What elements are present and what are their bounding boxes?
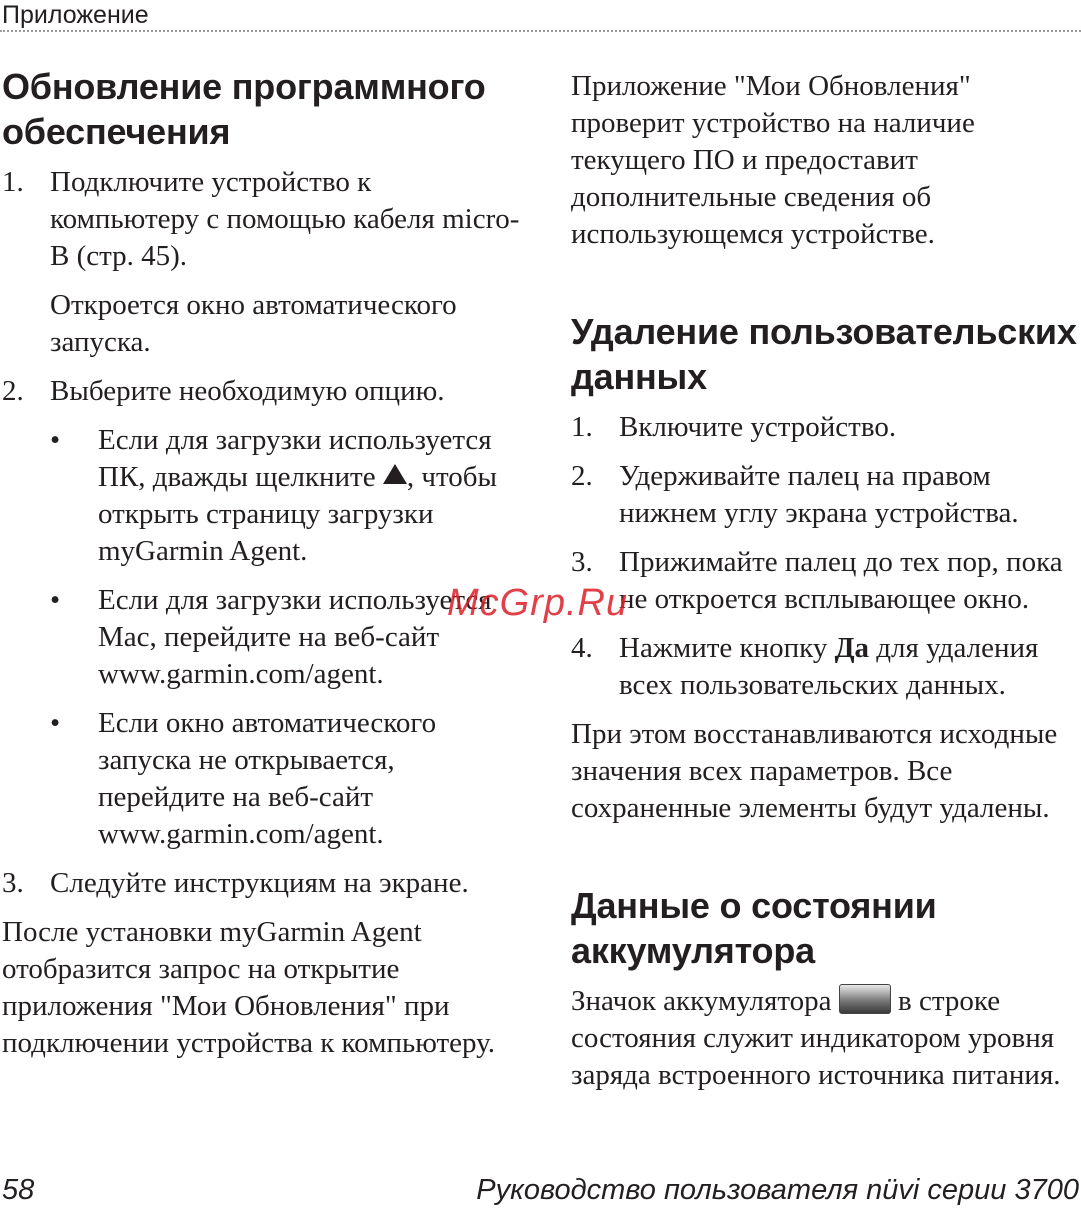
bullet-mark: • — [50, 424, 61, 456]
step-text: Удерживайте палец на правом нижнем углу экрана устройства. — [619, 460, 1019, 529]
heading-delete-user-data: Удаление пользовательских данных — [571, 311, 1077, 397]
step-number: 2. — [2, 375, 24, 407]
battery-text-before: Значок аккумулятора — [571, 985, 839, 1017]
battery-paragraph — [571, 983, 1079, 1094]
right-column — [571, 68, 1079, 1106]
delete-step-1 — [571, 409, 1079, 446]
watermark: McGrp.Ru — [447, 582, 629, 624]
step-text: Подключите устройство к компьютеру с помощью кабеля micro-B (стр. 45). — [50, 166, 520, 272]
bullet-pc — [2, 422, 522, 570]
closing-paragraph: После установки myGarmin Agent отобразится запрос на открытие приложения "Мои Обновления" при подключении устройства к компьютеру. — [2, 916, 496, 1059]
triangle-up-icon — [383, 464, 407, 484]
step-number: 2. — [571, 460, 593, 492]
battery-icon — [839, 984, 891, 1014]
step-text-before: Нажмите кнопку — [619, 632, 835, 664]
running-header — [0, 0, 1081, 32]
manual-title: Руководство пользователя nüvi серии 3700 — [476, 1174, 1079, 1206]
step-text: Прижимайте палец до тех пор, пока не откроется всплывающее окно. — [619, 546, 1063, 615]
footer — [0, 1170, 1081, 1210]
section-title: Приложение — [2, 1, 149, 29]
left-column — [2, 64, 522, 1074]
step-number: 1. — [2, 166, 24, 198]
bullet-mac — [2, 582, 522, 693]
step-text-after: для удаления всех пользовательских данных. — [619, 632, 1039, 701]
step-number: 4. — [571, 632, 593, 664]
reset-note: При этом восстанавливаются исходные значения всех параметров. Все сохраненные элементы будут удалены. — [571, 718, 1058, 824]
step-number: 3. — [2, 867, 24, 899]
battery-text-after: в строке состояния служит индикатором уровня заряда встроенного источника питания. — [571, 985, 1061, 1091]
step-text: Выберите необходимую опцию. — [50, 375, 445, 407]
step-text: Включите устройство. — [619, 411, 897, 443]
bullet-no-autorun — [2, 705, 522, 853]
step-text: Следуйте инструкциям на экране. — [50, 867, 469, 899]
delete-step-2 — [571, 458, 1079, 532]
step-1 — [2, 164, 522, 275]
step-number: 1. — [571, 411, 593, 443]
heading-software-update: Обновление программного обеспечения — [2, 66, 486, 152]
delete-step-4 — [571, 630, 1079, 704]
bullet-text: Если окно автоматического запуска не открывается, перейдите на веб-сайт www.garmin.com/agent. — [98, 707, 437, 850]
bullet-text-before: Если для загрузки используется ПК, дважды щелкните — [98, 424, 492, 493]
yes-button-label: Да — [834, 632, 870, 664]
bullet-text: Если для загрузки используется Mac, перейдите на веб-сайт www.garmin.com/agent. — [98, 584, 492, 690]
heading-battery-status: Данные о состоянии аккумулятора — [571, 885, 937, 971]
step-number: 3. — [571, 546, 593, 578]
bullet-mark: • — [50, 584, 61, 616]
step-2 — [2, 373, 522, 410]
page-number: 58 — [2, 1174, 35, 1206]
step-3 — [2, 865, 522, 902]
delete-step-3 — [571, 544, 1079, 618]
step-1-note: Откроется окно автоматического запуска. — [50, 289, 457, 358]
bullet-text-after: , чтобы открыть страницу загрузки myGarmin Agent. — [98, 461, 497, 567]
intro-paragraph: Приложение "Мои Обновления" проверит устройство на наличие текущего ПО и предоставит дополнительные сведения об использующемся устройстве. — [571, 70, 975, 250]
bullet-mark: • — [50, 707, 61, 739]
